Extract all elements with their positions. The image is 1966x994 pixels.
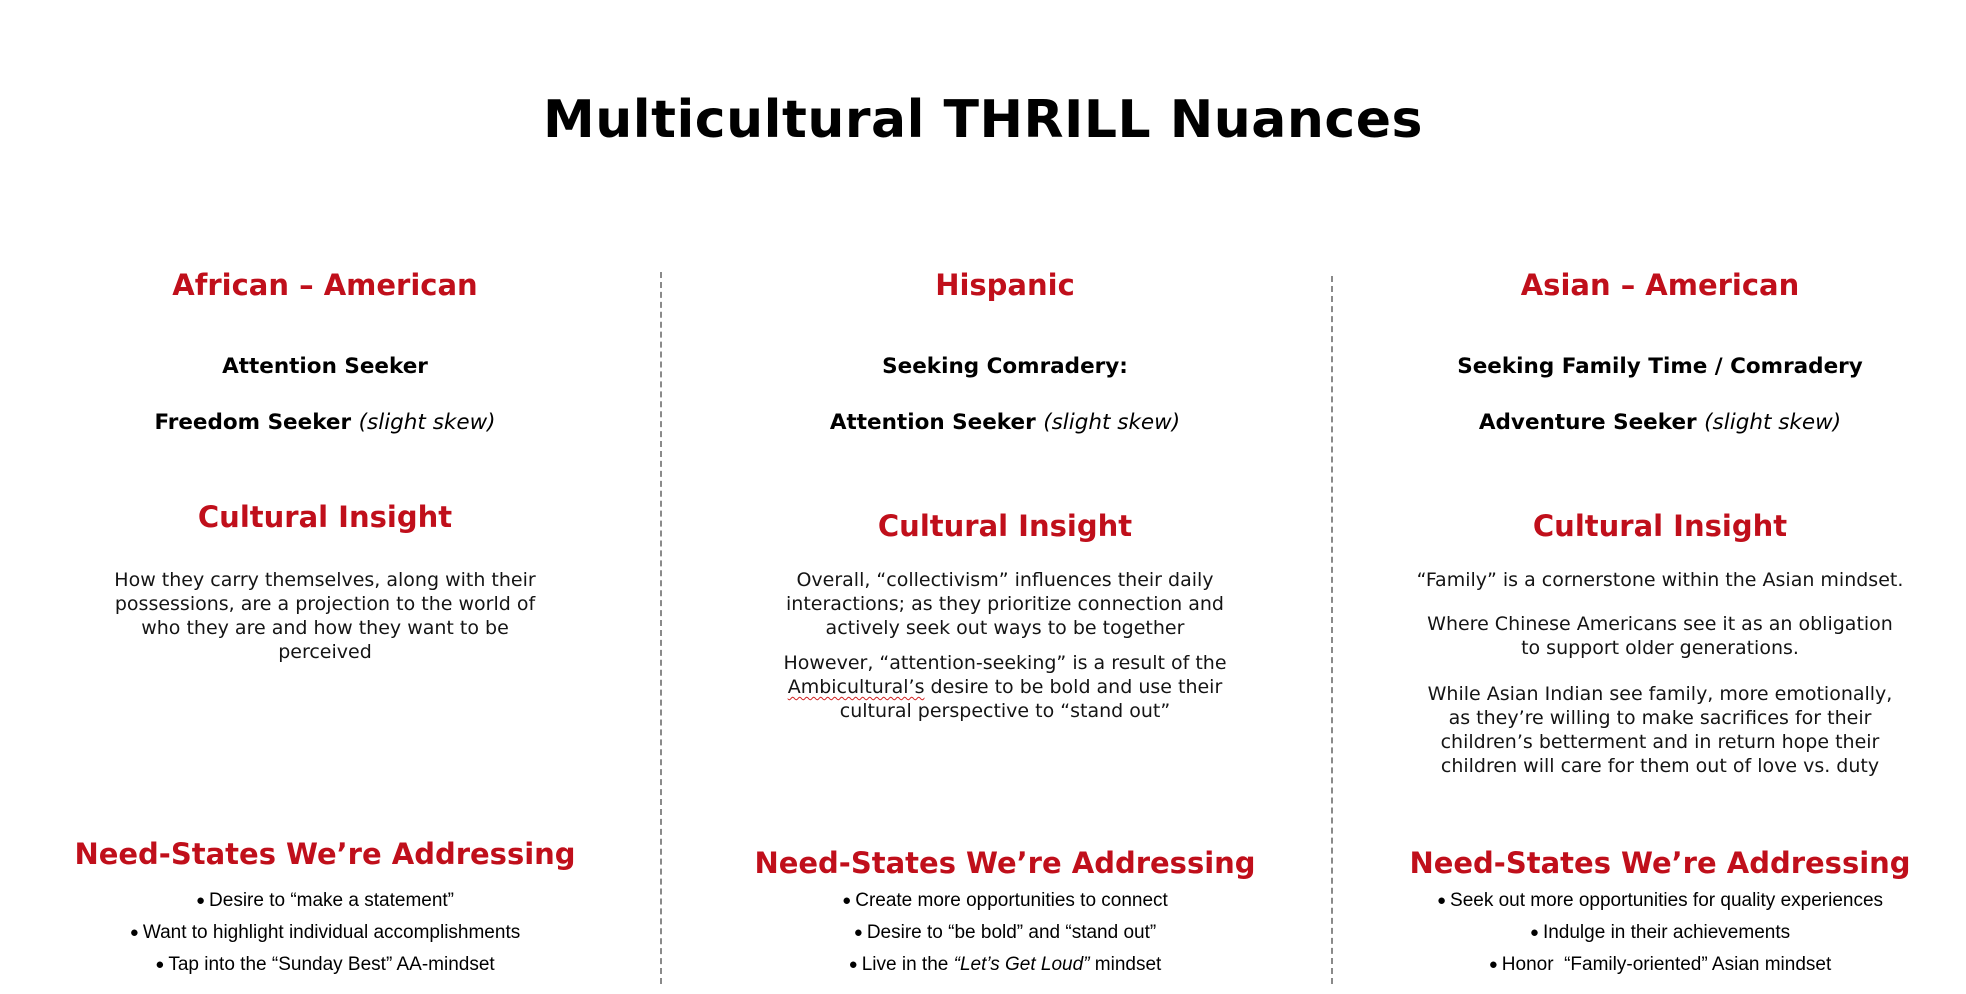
bullet-icon: ● — [842, 892, 852, 909]
cultural-insight-text — [1390, 568, 1930, 778]
segment-secondary-label: Freedom Seeker — [154, 410, 352, 435]
spellcheck-underlined-word: Ambicultural’s — [787, 676, 925, 698]
segment-heading: African – American — [172, 268, 478, 302]
slide-title: Multicultural THRILL Nuances — [543, 90, 1423, 150]
list-item: ● Seek out more opportunities for quality experiences — [1436, 890, 1884, 911]
bullet-icon: ● — [848, 956, 858, 973]
need-states-list — [40, 885, 610, 981]
bullet-icon: ● — [1436, 892, 1447, 909]
column-hispanic — [710, 0, 1300, 994]
list-item: ● Create more opportunities to connect — [842, 890, 1168, 911]
insight-paragraph: Where Chinese Americans see it as an obligation to support older generations. — [1427, 613, 1893, 659]
insight-paragraph: How they carry themselves, along with their possessions, are a projection to the world of who they are and how they want to be perceived — [114, 569, 536, 663]
list-item: ● Live in the “Let’s Get Loud” mindset — [848, 954, 1162, 975]
bullet-icon: ● — [155, 956, 165, 973]
skew-qualifier: (slight skew) — [1043, 410, 1181, 435]
segment-primary — [40, 354, 610, 380]
segment-primary — [710, 354, 1300, 380]
bullet-icon: ● — [853, 924, 863, 941]
column-african-american — [40, 0, 610, 994]
insight-paragraph: Overall, “collectivism” influences their daily interactions; as they prioritize connection and actively seek out ways to be together — [786, 569, 1224, 639]
segment-heading: Hispanic — [935, 268, 1075, 302]
cultural-insight-heading: Cultural Insight — [197, 500, 453, 534]
cultural-insight-text — [780, 568, 1230, 736]
need-states-heading: Need-States We’re Addressing — [74, 837, 576, 871]
need-states-list — [710, 885, 1300, 981]
bullet-icon: ● — [195, 892, 206, 909]
bullet-icon: ● — [1488, 956, 1498, 973]
segment-primary — [1370, 354, 1950, 380]
bullet-icon: ● — [129, 924, 139, 941]
column-asian-american — [1370, 0, 1950, 994]
insight-paragraph: However, “attention-seeking” is a result of the Ambicultural’s desire to be bold and use their cultural perspective to “stand out” — [783, 652, 1227, 722]
list-item: ● Honor “Family-oriented” Asian mindset — [1488, 954, 1832, 975]
segment-primary-label: Seeking Comradery: — [882, 354, 1128, 379]
cultural-insight-heading: Cultural Insight — [877, 509, 1133, 543]
need-states-list — [1370, 885, 1950, 981]
cultural-insight-heading: Cultural Insight — [1532, 509, 1788, 543]
segment-secondary — [40, 410, 610, 436]
insight-paragraph: While Asian Indian see family, more emotionally, as they’re willing to make sacrifices for their children’s betterment and in return hope their children will care for them out of love vs. duty — [1427, 683, 1893, 777]
bullet-icon: ● — [1529, 924, 1539, 941]
need-states-heading: Need-States We’re Addressing — [754, 846, 1256, 880]
list-item: ● Want to highlight individual accomplishments — [129, 922, 521, 943]
segment-heading: Asian – American — [1520, 268, 1800, 302]
segment-primary-label: Seeking Family Time / Comradery — [1457, 354, 1863, 379]
cultural-insight-text — [108, 568, 542, 677]
column-divider — [660, 272, 662, 984]
list-item: ● Desire to “be bold” and “stand out” — [853, 922, 1157, 943]
insight-paragraph: “Family” is a cornerstone within the Asian mindset. — [1416, 569, 1904, 591]
list-item: ● Desire to “make a statement” — [195, 890, 455, 911]
skew-qualifier: (slight skew) — [358, 410, 496, 435]
need-states-heading: Need-States We’re Addressing — [1409, 846, 1911, 880]
segment-secondary-label: Attention Seeker — [829, 410, 1036, 435]
column-divider — [1331, 276, 1333, 984]
segment-secondary — [1370, 410, 1950, 436]
segment-primary-label: Attention Seeker — [222, 354, 428, 379]
list-item: ● Indulge in their achievements — [1529, 922, 1791, 943]
segment-secondary — [710, 410, 1300, 436]
list-item: ● Tap into the “Sunday Best” AA-mindset — [155, 954, 495, 975]
segment-secondary-label: Adventure Seeker — [1478, 410, 1697, 435]
skew-qualifier: (slight skew) — [1704, 410, 1842, 435]
